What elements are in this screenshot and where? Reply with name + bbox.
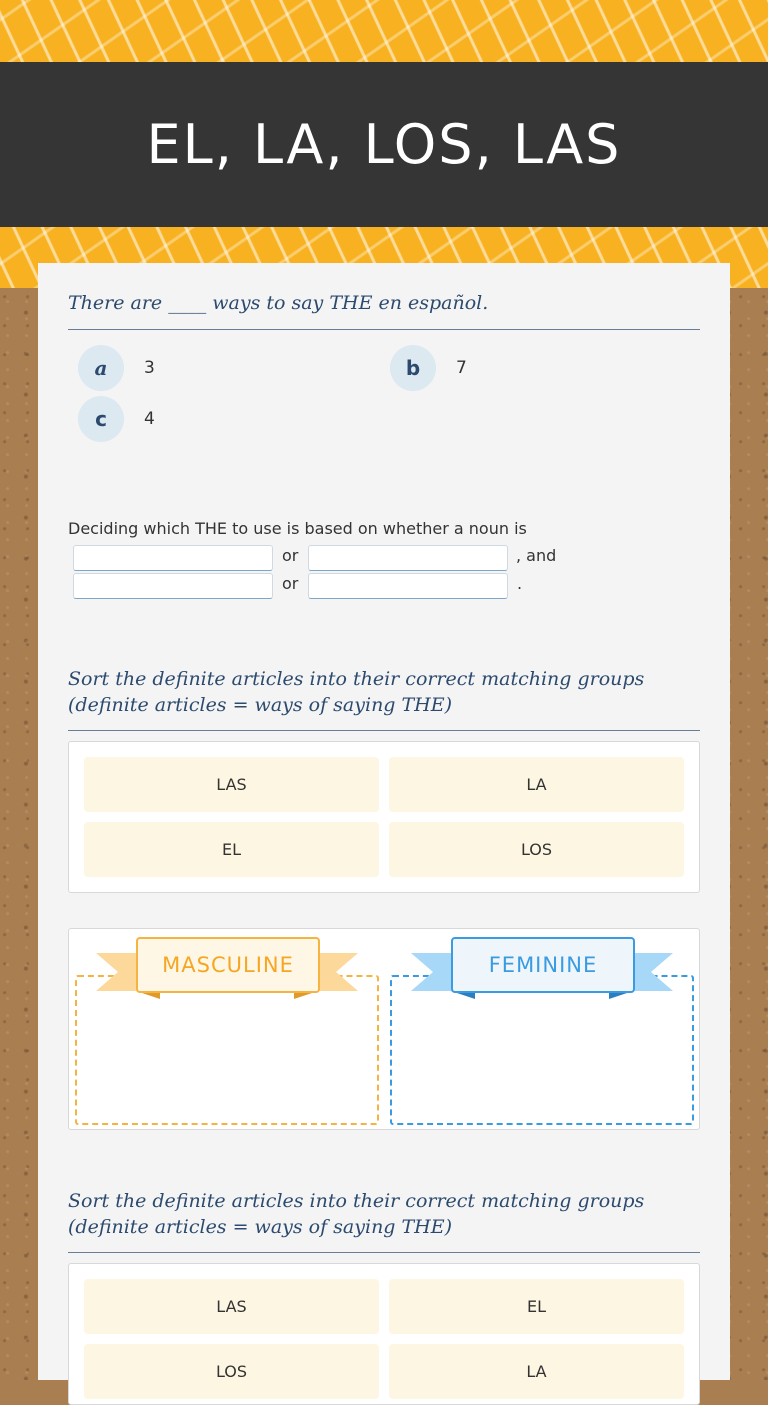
draggable-tile[interactable]: LAS <box>84 757 379 812</box>
blank-input-4[interactable] <box>308 573 508 599</box>
question-3-prompt: Sort the definite articles into their correct matching groups (definite articles = ways of saying THE) <box>68 668 645 716</box>
option-letter-badge: b <box>390 345 436 391</box>
period-text: . <box>517 574 523 593</box>
blank-input-2[interactable] <box>308 545 508 571</box>
question-2-intro: Deciding which THE to use is based on whether a noun is <box>68 519 527 538</box>
blank-input-1[interactable] <box>73 545 273 571</box>
title-banner <box>0 62 768 227</box>
draggable-tile[interactable]: LA <box>389 1344 684 1399</box>
or-text-1: or <box>282 546 299 565</box>
worksheet-card <box>38 263 730 1380</box>
question-1-divider <box>68 329 700 330</box>
and-text: , and <box>516 546 557 565</box>
draggable-tile[interactable]: LOS <box>389 822 684 877</box>
option-b[interactable] <box>390 345 467 391</box>
draggable-tile[interactable]: LOS <box>84 1344 379 1399</box>
draggable-tile[interactable]: EL <box>389 1279 684 1334</box>
tile-pool <box>68 741 700 893</box>
masculine-label: MASCULINE <box>136 937 320 993</box>
draggable-tile[interactable]: EL <box>84 822 379 877</box>
option-value: 7 <box>456 358 467 378</box>
question-3-divider <box>68 730 700 731</box>
draggable-tile[interactable]: LA <box>389 757 684 812</box>
option-letter-badge: c <box>78 396 124 442</box>
option-a[interactable] <box>78 345 155 391</box>
sorting-groups <box>68 928 700 1130</box>
or-text-2: or <box>282 574 299 593</box>
option-letter-badge: a <box>78 345 124 391</box>
feminine-label: FEMININE <box>451 937 635 993</box>
tile-pool <box>68 1263 700 1405</box>
question-4-prompt: Sort the definite articles into their correct matching groups (definite articles = ways of saying THE) <box>68 1190 645 1238</box>
question-4-divider <box>68 1252 700 1253</box>
worksheet-title: EL, LA, LOS, LAS <box>146 113 622 176</box>
option-value: 4 <box>144 409 155 429</box>
option-value: 3 <box>144 358 155 378</box>
draggable-tile[interactable]: LAS <box>84 1279 379 1334</box>
question-1-prompt: There are ____ ways to say THE en español. <box>68 292 489 314</box>
blank-input-3[interactable] <box>73 573 273 599</box>
option-c[interactable] <box>78 396 155 442</box>
